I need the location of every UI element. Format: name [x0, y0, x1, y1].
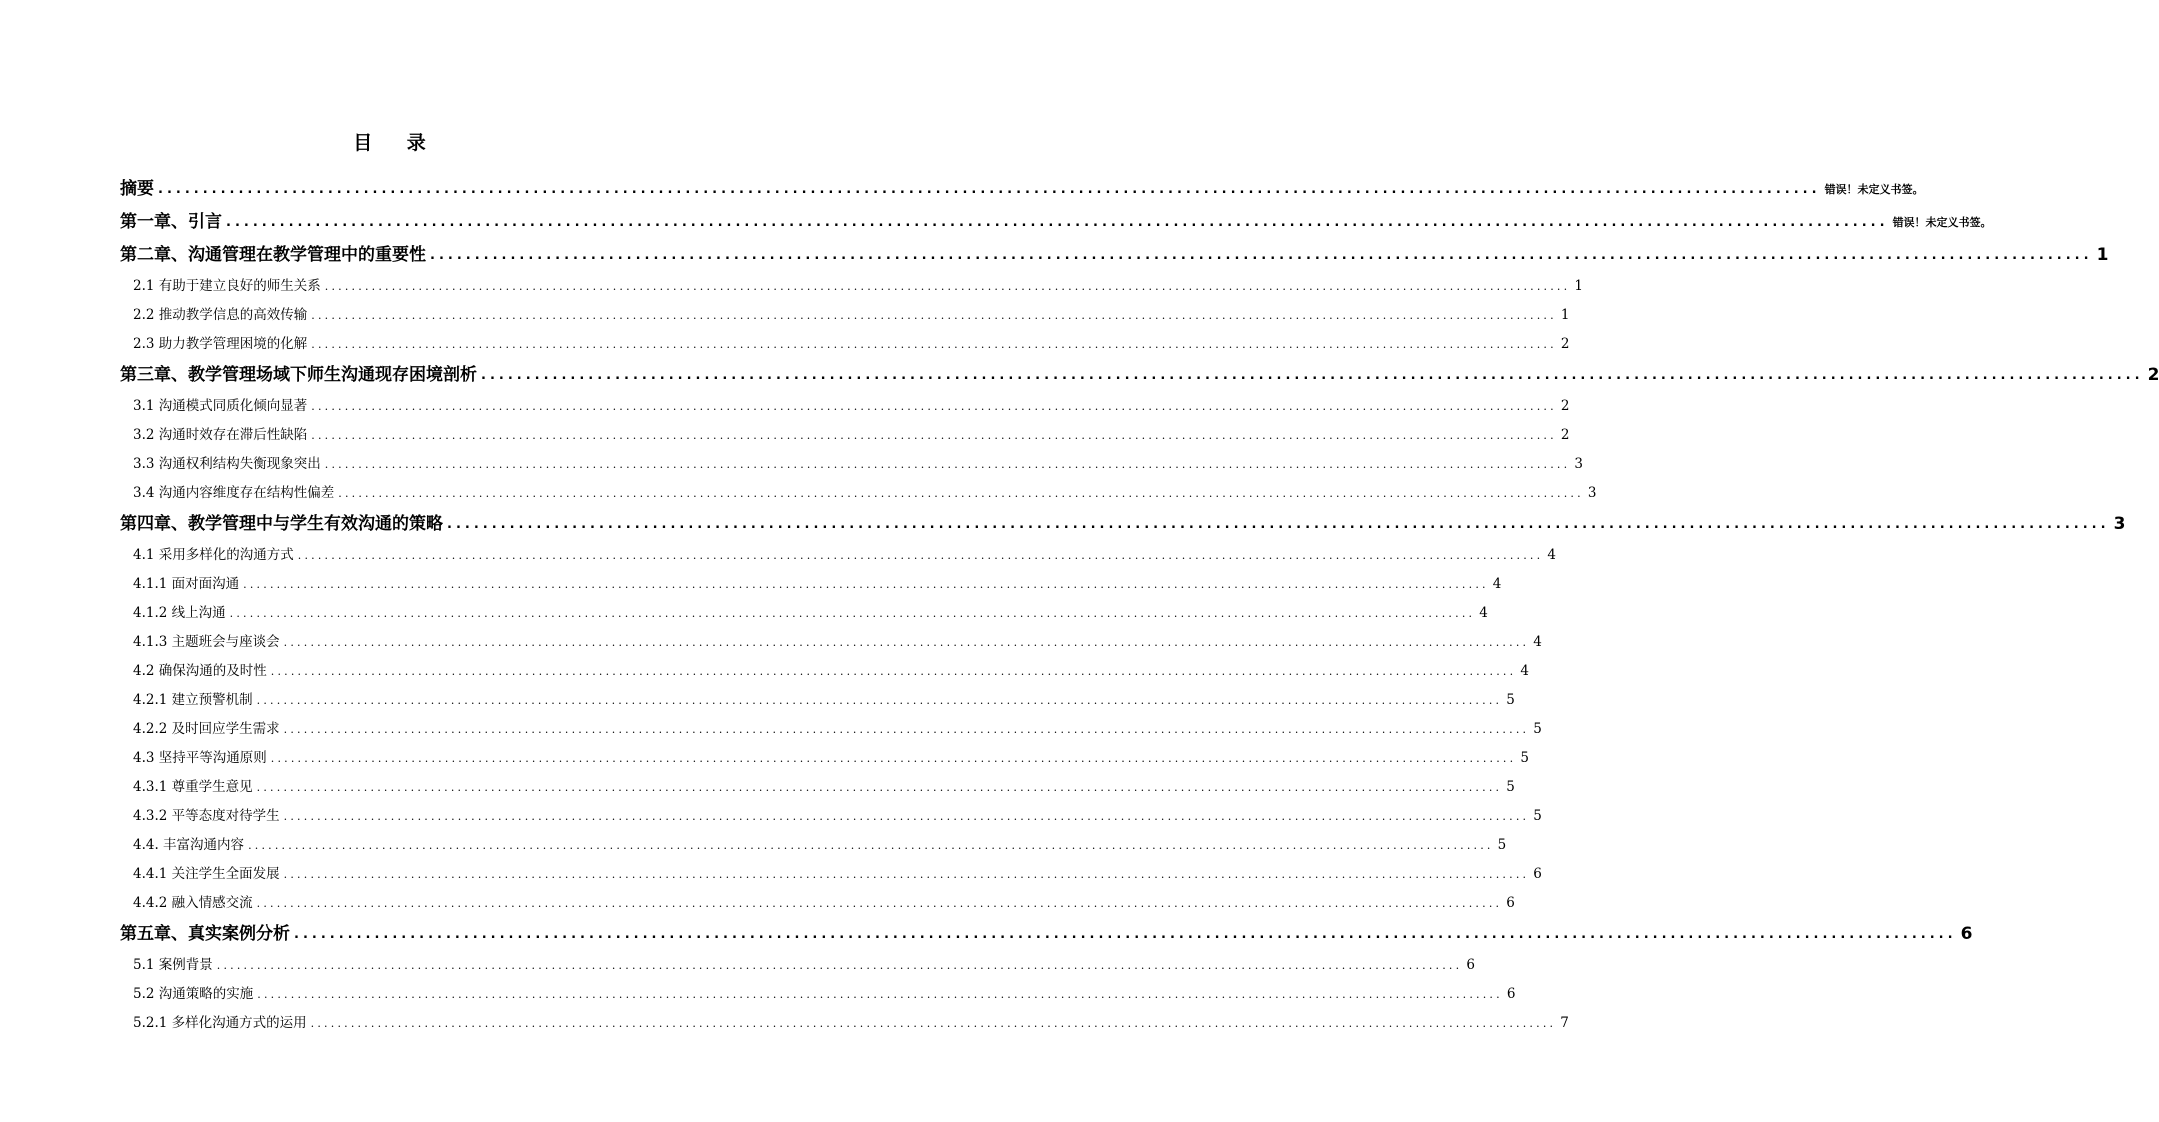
toc-chapter-entry[interactable] [120, 239, 2109, 272]
toc-section-entry[interactable] [120, 889, 1515, 918]
toc-leader-dots: .......................................................................................................................................................................................... [216, 959, 1463, 972]
toc-chapter-entry[interactable] [120, 173, 1924, 206]
toc-entry-label: 第三章、教学管理场域下师生沟通现存困境剖析 [120, 365, 477, 385]
toc-page-number: 6 [1506, 895, 1515, 911]
toc-leader-dots: .......................................................................................................................................................................................... [283, 723, 1530, 736]
toc-section-entry[interactable] [120, 831, 1507, 860]
toc-section-entry[interactable] [120, 715, 1542, 744]
toc-error-text: 错误！未定义书签。 [1892, 216, 1992, 229]
toc-page-number: 4 [1533, 634, 1542, 650]
toc-error-text: 错误！未定义书签。 [1824, 183, 1924, 196]
toc-page-number: 4 [1492, 576, 1502, 592]
toc-leader-dots: .......................................................................................................................................................................................... [257, 988, 1503, 1001]
toc-section-entry[interactable] [120, 628, 1542, 657]
toc-page-number: 2 [2147, 365, 2159, 385]
toc-section-entry[interactable] [120, 686, 1515, 715]
toc-leader-dots: .......................................................................................................................................................................................... [447, 517, 2110, 532]
toc-page-number: 2 [1560, 336, 1570, 352]
toc-leader-dots: .......................................................................................................................................................................................... [311, 309, 1557, 322]
toc-leader-dots: .......................................................................................................................................................................................... [310, 1017, 1557, 1030]
toc-entry-label: 第一章、引言 [120, 212, 222, 232]
toc-page-number: 3 [2113, 514, 2126, 534]
toc-page-number: 5 [1506, 779, 1515, 795]
toc-entry-label: 5.2 沟通策略的实施 [133, 986, 254, 1002]
toc-entry-label: 摘要 [120, 179, 154, 199]
toc-page-number: 4 [1520, 663, 1529, 679]
toc-entry-label: 2.1 有助于建立良好的师生关系 [133, 278, 321, 294]
toc-entry-label: 4.1.3 主题班会与座谈会 [133, 634, 280, 650]
toc-section-entry[interactable] [120, 744, 1529, 773]
toc-page-number: 5 [1520, 750, 1529, 766]
toc-leader-dots: .......................................................................................................................................................................................... [283, 868, 1530, 881]
toc-page-number: 2 [1560, 398, 1570, 414]
toc-section-entry[interactable] [120, 421, 1570, 450]
toc-leader-dots: .......................................................................................................................................................................................... [248, 839, 1494, 852]
toc-section-entry[interactable] [120, 272, 1583, 301]
toc-chapter-entry[interactable] [120, 206, 1992, 239]
toc-leader-dots: .......................................................................................................................................................................................... [256, 897, 1503, 910]
toc-leader-dots: .......................................................................................................................................................................................... [338, 487, 1584, 500]
toc-leader-dots: .......................................................................................................................................................................................... [297, 549, 1544, 562]
toc-leader-dots: .......................................................................................................................................................................................... [311, 400, 1557, 413]
toc-entry-label: 第二章、沟通管理在教学管理中的重要性 [120, 245, 426, 265]
toc-page-number: 5 [1533, 808, 1542, 824]
toc-leader-dots: .......................................................................................................................................................................................... [430, 248, 2093, 263]
toc-chapter-entry[interactable] [120, 918, 1973, 951]
toc-section-entry[interactable] [120, 392, 1570, 421]
toc-section-entry[interactable] [120, 330, 1570, 359]
toc-leader-dots: .......................................................................................................................................................................................... [324, 280, 1571, 293]
toc-page-number: 2 [1560, 427, 1570, 443]
toc-entry-label: 4.2.2 及时回应学生需求 [133, 721, 280, 737]
toc-page-number: 3 [1574, 456, 1583, 472]
toc-leader-dots: .......................................................................................................................................................................................... [158, 182, 1821, 197]
toc-page-number: 6 [1506, 986, 1516, 1002]
toc-entry-label: 2.3 助力教学管理困境的化解 [133, 336, 308, 352]
toc-section-entry[interactable] [120, 951, 1475, 980]
toc-entry-label: 5.1 案例背景 [133, 957, 213, 973]
toc-leader-dots: .......................................................................................................................................................................................... [226, 215, 1889, 230]
toc-page-number: 1 [1574, 278, 1583, 294]
toc-section-entry[interactable] [120, 479, 1597, 508]
toc-leader-dots: .......................................................................................................................................................................................... [311, 429, 1557, 442]
toc-entry-label: 4.4. 丰富沟通内容 [133, 837, 245, 853]
toc-leader-dots: .......................................................................................................................................................................................... [294, 927, 1957, 942]
toc-leader-dots: .......................................................................................................................................................................................... [243, 578, 1489, 591]
toc-leader-dots: .......................................................................................................................................................................................... [256, 781, 1503, 794]
toc-entry-label: 第五章、真实案例分析 [120, 924, 290, 944]
toc-page-number: 5 [1497, 837, 1507, 853]
toc-section-entry[interactable] [120, 301, 1570, 330]
toc-leader-dots: .......................................................................................................................................................................................... [256, 694, 1503, 707]
toc-leader-dots: .......................................................................................................................................................................................... [311, 338, 1557, 351]
toc-leader-dots: .......................................................................................................................................................................................... [283, 636, 1530, 649]
toc-entry-label: 4.2.1 建立预警机制 [133, 692, 253, 708]
toc-leader-dots: .......................................................................................................................................................................................... [270, 665, 1517, 678]
toc-page-number: 5 [1506, 692, 1515, 708]
toc-leader-dots: .......................................................................................................................................................................................... [270, 752, 1517, 765]
toc-leader-dots: .......................................................................................................................................................................................... [324, 458, 1571, 471]
toc-page-number: 7 [1560, 1015, 1569, 1031]
toc-entry-label: 4.3.1 尊重学生意见 [133, 779, 253, 795]
toc-page-number: 6 [1466, 957, 1475, 973]
toc-section-entry[interactable] [120, 802, 1542, 831]
toc-section-entry[interactable] [120, 657, 1529, 686]
toc-page-number: 3 [1587, 485, 1597, 501]
toc-page-number: 6 [1533, 866, 1542, 882]
toc-page-number: 4 [1547, 547, 1556, 563]
toc-chapter-entry[interactable] [120, 508, 2126, 541]
toc-entry-label: 第四章、教学管理中与学生有效沟通的策略 [120, 514, 443, 534]
toc-section-entry[interactable] [120, 860, 1542, 889]
toc-section-entry[interactable] [120, 570, 1502, 599]
toc-section-entry[interactable] [120, 980, 1516, 1009]
toc-entry-label: 3.4 沟通内容维度存在结构性偏差 [133, 485, 335, 501]
toc-page-number: 5 [1533, 721, 1542, 737]
toc-leader-dots: .......................................................................................................................................................................................... [283, 810, 1530, 823]
toc-entry-label: 4.1.1 面对面沟通 [133, 576, 240, 592]
toc-page-number: 6 [1960, 924, 1973, 944]
toc-chapter-entry[interactable] [120, 359, 2159, 392]
toc-entry-label: 4.2 确保沟通的及时性 [133, 663, 267, 679]
toc-section-entry[interactable] [120, 1009, 1569, 1038]
toc-entry-label: 4.4.2 融入情感交流 [133, 895, 253, 911]
toc-page-number: 4 [1479, 605, 1488, 621]
toc-section-entry[interactable] [120, 599, 1488, 628]
toc-section-entry[interactable] [120, 450, 1583, 479]
toc-entry-label: 4.1 采用多样化的沟通方式 [133, 547, 294, 563]
table-of-contents [120, 173, 2159, 1038]
toc-section-entry[interactable] [120, 773, 1515, 802]
toc-page-number: 1 [1560, 307, 1570, 323]
toc-entry-label: 4.1.2 线上沟通 [133, 605, 226, 621]
toc-entry-label: 3.2 沟通时效存在滞后性缺陷 [133, 427, 308, 443]
toc-entry-label: 5.2.1 多样化沟通方式的运用 [133, 1015, 307, 1031]
toc-page-number: 1 [2096, 245, 2109, 265]
toc-title: 目 录 [353, 132, 440, 154]
toc-leader-dots: .......................................................................................................................................................................................... [229, 607, 1476, 620]
toc-entry-label: 3.3 沟通权利结构失衡现象突出 [133, 456, 321, 472]
toc-entry-label: 4.3 坚持平等沟通原则 [133, 750, 267, 766]
toc-entry-label: 4.3.2 平等态度对待学生 [133, 808, 280, 824]
toc-section-entry[interactable] [120, 541, 1556, 570]
toc-entry-label: 4.4.1 关注学生全面发展 [133, 866, 280, 882]
toc-leader-dots: .......................................................................................................................................................................................... [481, 368, 2144, 383]
toc-entry-label: 3.1 沟通模式同质化倾向显著 [133, 398, 308, 414]
toc-entry-label: 2.2 推动教学信息的高效传输 [133, 307, 308, 323]
